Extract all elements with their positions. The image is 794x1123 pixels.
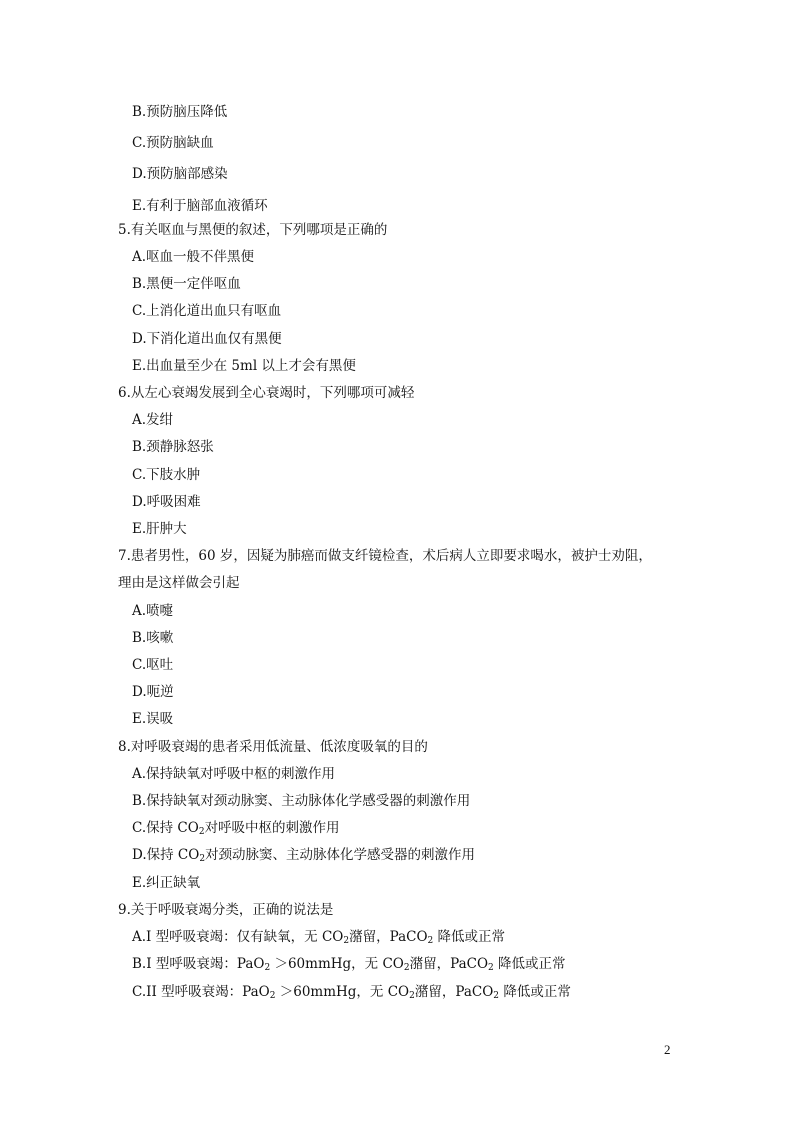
q5-option-d: D.下消化道出血仅有黑便: [132, 331, 282, 347]
q5-option-e: E.出血量至少在 5ml 以上才会有黑便: [132, 358, 356, 374]
q8-option-b: B.保持缺氧对颈动脉窦、主动脉体化学感受器的刺激作用: [132, 793, 471, 809]
q7-option-a: A.喷嚏: [132, 603, 174, 619]
q6-option-d: D.呼吸困难: [132, 494, 201, 510]
q7-option-b: B.咳嗽: [132, 630, 174, 646]
page-number: 2: [664, 1042, 671, 1057]
option-d: D.预防脑部感染: [132, 166, 228, 182]
q6-option-a: A.发绀: [132, 412, 174, 428]
option-c: C.预防脑缺血: [132, 135, 214, 151]
q7-option-e: E.误吸: [132, 711, 174, 727]
q5-option-c: C.上消化道出血只有呕血: [132, 303, 282, 319]
question-6-stem: 6.从左心衰竭发展到全心衰竭时，下列哪项可减轻: [118, 385, 415, 401]
q9-option-b: B.I 型呼吸衰竭：PaO$_2$ ＞60mmHg，无 $CO_2$潴留，PaCO$_2$ 降低或正常: [132, 956, 566, 973]
question-7-stem-line2: 理由是这样做会引起: [118, 575, 240, 591]
q8-option-d: D.保持 $CO_2$对颈动脉窦、主动脉体化学感受器的刺激作用: [132, 847, 476, 864]
q8-option-e: E.纠正缺氧: [132, 875, 201, 891]
option-e: E.有利于脑部血液循环: [132, 198, 268, 214]
question-9-stem: 9.关于呼吸衰竭分类，正确的说法是: [118, 902, 334, 918]
question-5-stem: 5.有关呕血与黑便的叙述，下列哪项是正确的: [118, 222, 388, 238]
q8-option-c: C.保持 $CO_2$对呼吸中枢的刺激作用: [132, 820, 340, 837]
q5-option-a: A.呕血一般不伴黑便: [132, 249, 255, 265]
question-8-stem: 8.对呼吸衰竭的患者采用低流量、低浓度吸氧的目的: [118, 739, 428, 755]
q7-option-d: D.呃逆: [132, 684, 174, 700]
q6-option-c: C.下肢水肿: [132, 467, 201, 483]
q9-option-a: A.I 型呼吸衰竭：仅有缺氧，无 $CO_2$潴留，PaCO$_2$ 降低或正常: [132, 929, 506, 946]
option-b: B.预防脑压降低: [132, 104, 228, 120]
q6-option-e: E.肝肿大: [132, 521, 187, 537]
q8-option-a: A.保持缺氧对呼吸中枢的刺激作用: [132, 766, 336, 782]
q6-option-b: B.颈静脉怒张: [132, 439, 214, 455]
question-7-stem-line1: 7.患者男性，60 岁，因疑为肺癌而做支纤镜检查，术后病人立即要求喝水，被护士劝阻，: [118, 548, 652, 564]
q5-option-b: B.黑便一定伴呕血: [132, 276, 241, 292]
q7-option-c: C.呕吐: [132, 657, 174, 673]
q9-option-c: C.II 型呼吸衰竭：PaO$_2$ ＞60mmHg，无 $CO_2$潴留，PaCO$_2$ 降低或正常: [132, 984, 571, 1001]
